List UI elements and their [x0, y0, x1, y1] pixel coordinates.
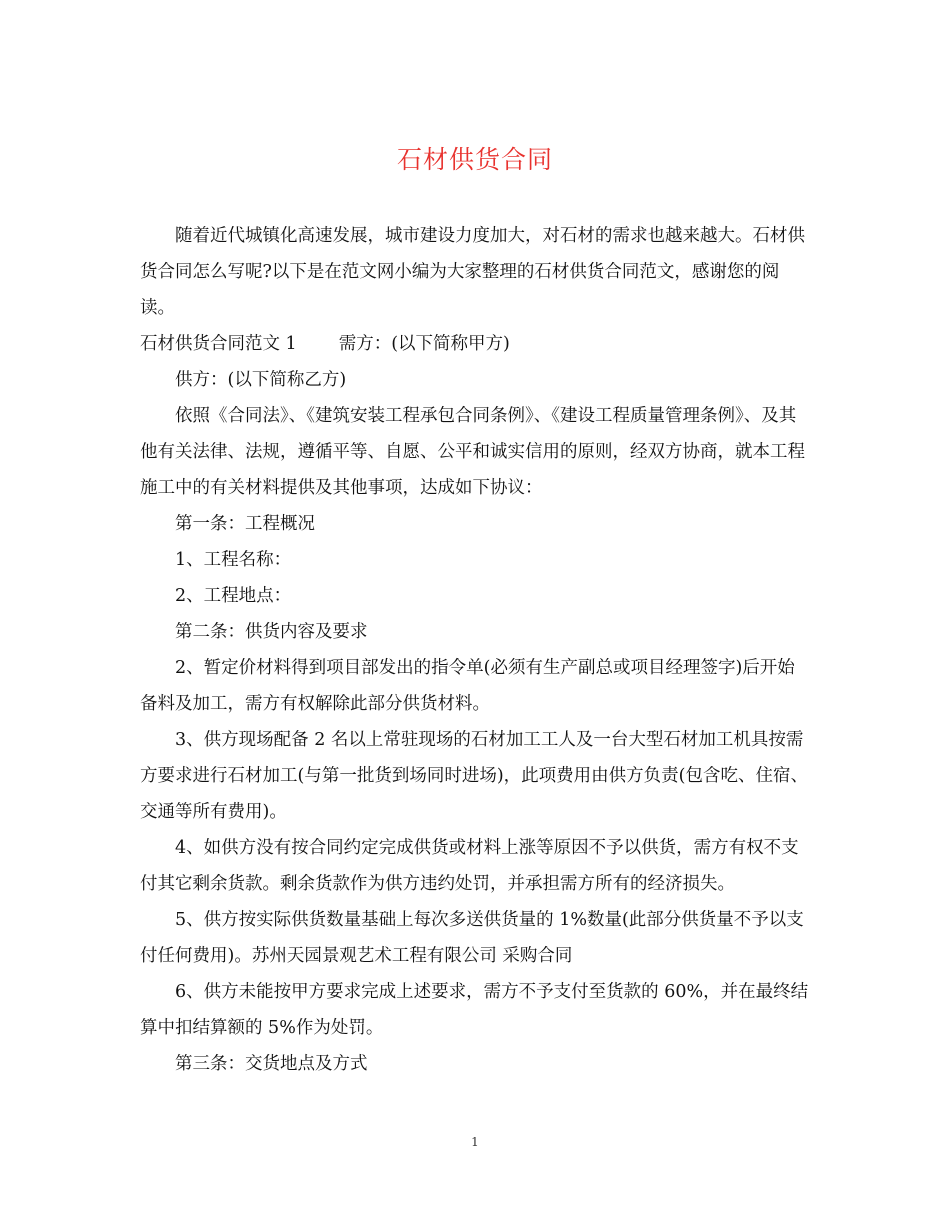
project-location-line: 2、工程地点：: [175, 586, 292, 606]
supplier-line: 供方：(以下简称乙方): [175, 370, 347, 390]
clause-3-paragraph: 3、供方现场配备 2 名以上常驻现场的石材加工工人及一台大型石材加工机具按需方要求进行石材加工(与第一批货到场同时进场)，此项费用由供方负责(包含吃、住宿、交通等所有费用)。: [140, 730, 808, 822]
clause-4-paragraph: 4、如供方没有按合同约定完成供货或材料上涨等原因不予以供货，需方有权不支付其它剩余货款。剩余货款作为供方违约处罚，并承担需方所有的经济损失。: [140, 838, 799, 894]
document-title: 石材供货合同: [396, 145, 553, 174]
clause-2-paragraph: 2、暂定价材料得到项目部发出的指令单(必须有生产副总或项目经理签字)后开始备料及加工，需方有权解除此部分供货材料。: [140, 658, 795, 714]
buyer-line: 需方：(以下简称甲方): [338, 334, 510, 354]
intro-paragraph: 随着近代城镇化高速发展，城市建设力度加大，对石材的需求也越来越大。石材供货合同怎么写呢?以下是在范文网小编为大家整理的石材供货合同范文，感谢您的阅读。: [140, 226, 805, 318]
clause-6-paragraph: 6、供方未能按甲方要求完成上述要求，需方不予支付至货款的 60%，并在最终结算中扣结算额的 5%作为处罚。: [140, 982, 809, 1038]
sample-heading-line: [140, 326, 812, 362]
article-3-heading: 第三条：交货地点及方式: [175, 1054, 368, 1074]
legal-basis-paragraph: 依照《合同法》、《建筑安装工程承包合同条例》、《建设工程质量管理条例》、及其他有关法律、法规，遵循平等、自愿、公平和诚实信用的原则，经双方协商，就本工程施工中的有关材料提供及其他事项，达成如下协议：: [140, 406, 805, 498]
page-number: 1: [471, 1135, 479, 1149]
sample-title: 石材供货合同范文 1: [140, 334, 297, 354]
clause-5-paragraph: 5、供方按实际供货数量基础上每次多送供货量的 1%数量(此部分供货量不予以支付任何费用)。苏州天园景观艺术工程有限公司 采购合同: [140, 910, 804, 966]
article-2-heading: 第二条：供货内容及要求: [175, 622, 368, 642]
project-name-line: 1、工程名称：: [175, 550, 292, 570]
document-body: [140, 218, 812, 1082]
article-1-heading: 第一条：工程概况: [175, 514, 315, 534]
